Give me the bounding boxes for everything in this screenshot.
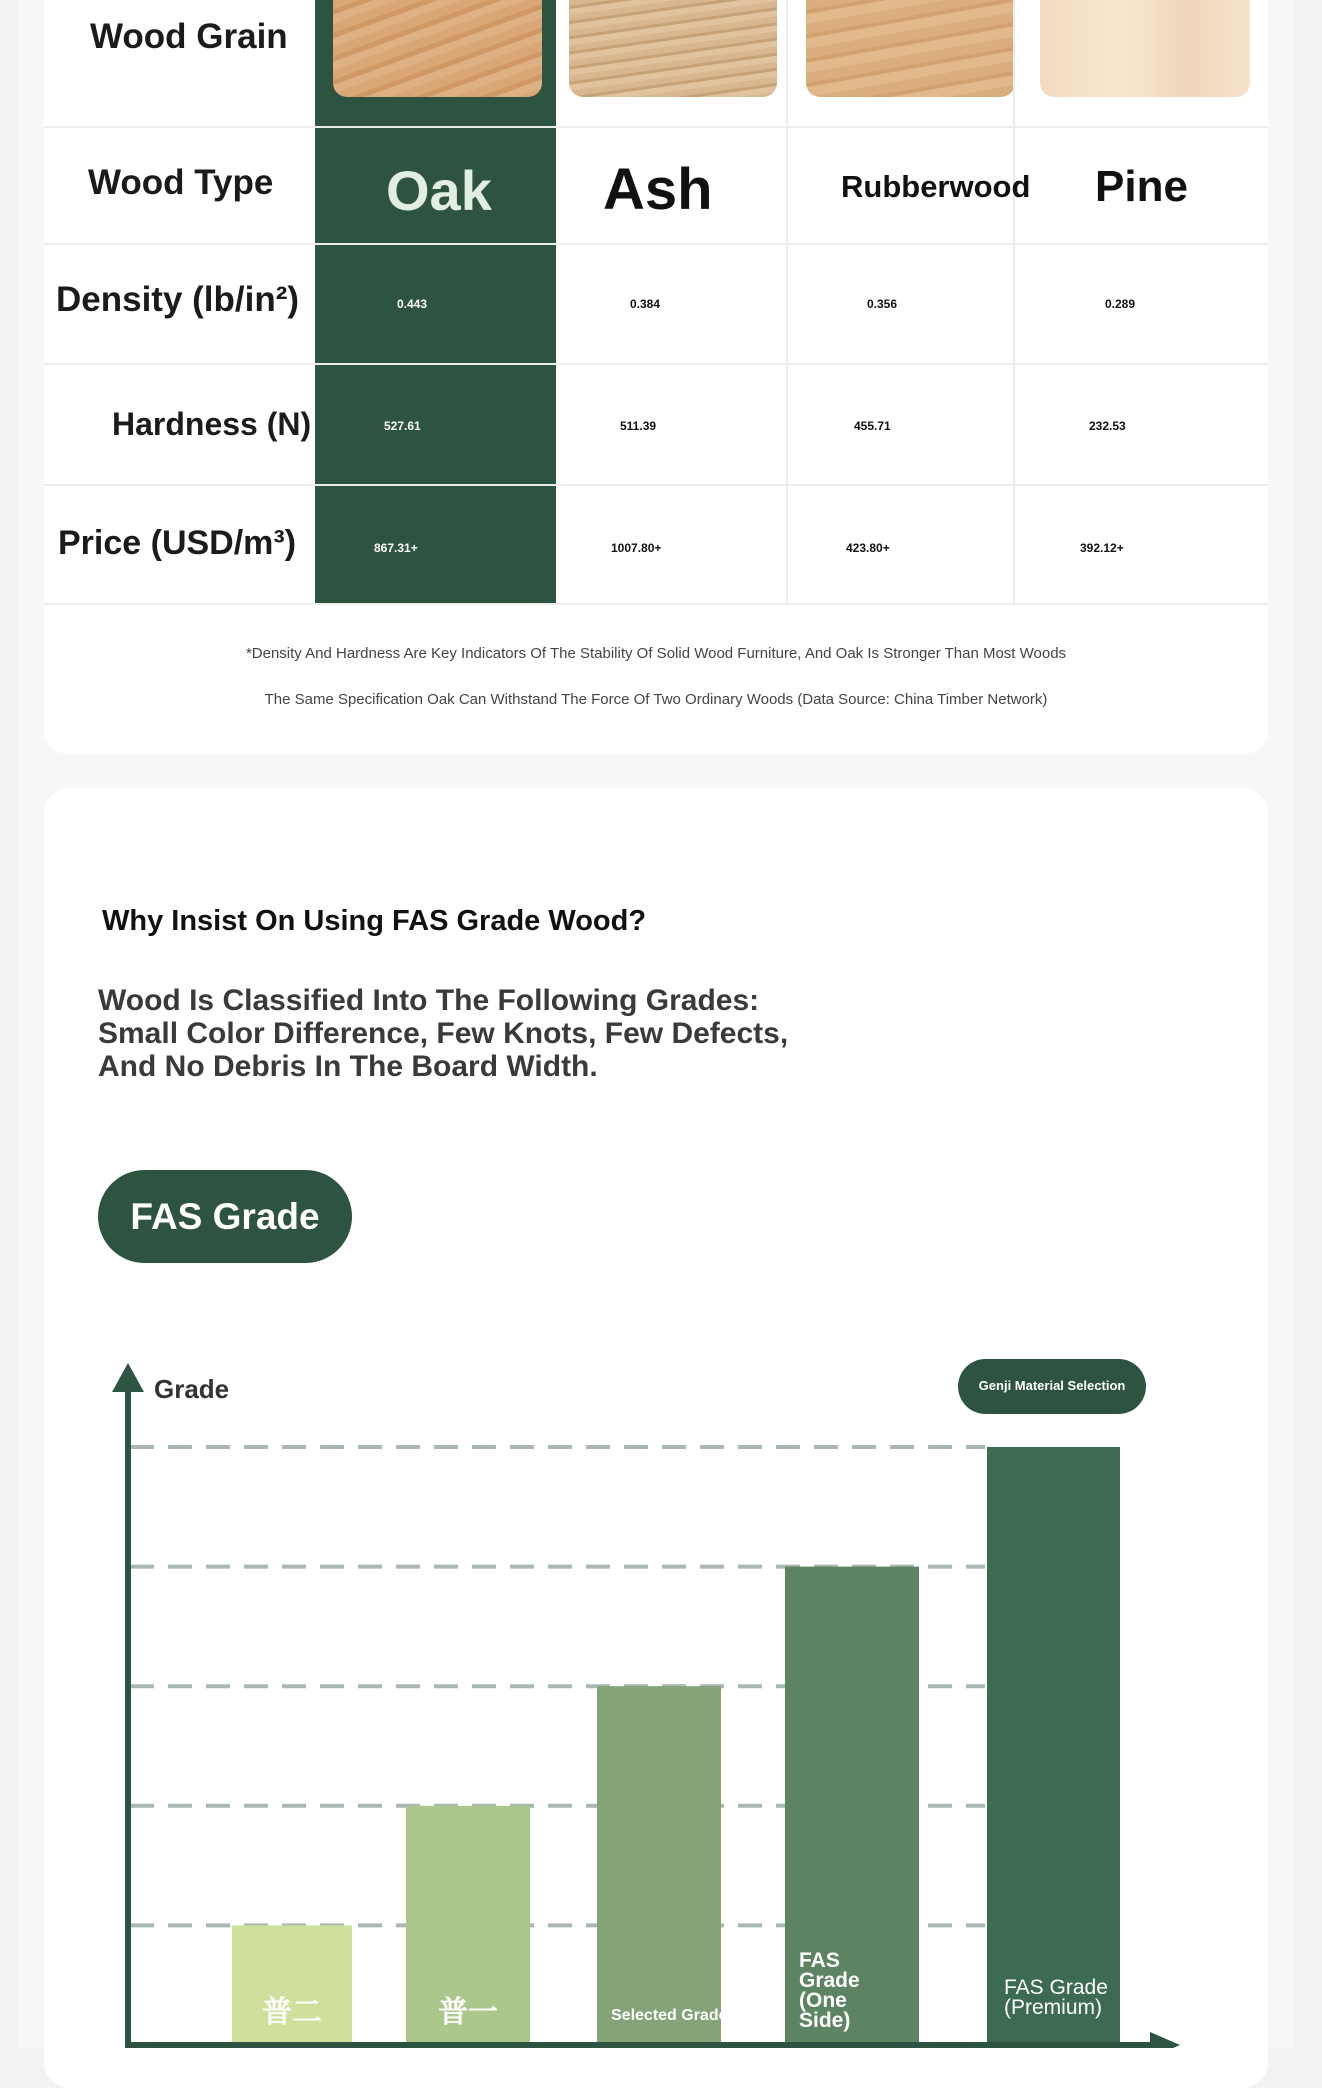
- row-divider: [44, 484, 1268, 486]
- section-title: Why Insist On Using FAS Grade Wood?: [102, 905, 647, 937]
- category-label-line: FAS: [799, 1949, 840, 1972]
- row-label-density: Density (lb/in²): [56, 280, 300, 319]
- category-label-line: Selected Grade: [611, 2007, 728, 2024]
- wood-type-oak: Oak: [386, 159, 492, 222]
- category-label-3: [611, 2007, 728, 2024]
- row-divider: [44, 243, 1268, 245]
- row-label-grain: Wood Grain: [90, 17, 288, 56]
- genji-badge-label: Genji Material Selection: [978, 1378, 1126, 1393]
- wood-type-rubberwood: Rubberwood: [841, 169, 1031, 204]
- oak-price: 867.31+: [374, 541, 418, 555]
- bar-5: [987, 1447, 1120, 2048]
- column-divider: [786, 0, 788, 604]
- bar-1: [232, 1925, 352, 2048]
- ash-grain-image: [569, 0, 777, 97]
- category-label-line: FAS Grade: [1004, 1976, 1108, 1999]
- section-description: Wood Is Classified Into The Following Grades: Small Color Difference, Few Knots, Few Defects, And No Debris In The Board Width.: [98, 984, 789, 1083]
- category-label-line: Grade: [799, 1968, 860, 1992]
- fas-grade-pill: [98, 1170, 352, 1263]
- rubberwood-grain-image: [806, 0, 1015, 97]
- fas-grade-pill-label: FAS Grade: [130, 1196, 320, 1237]
- pine-grain-image: [1040, 0, 1250, 97]
- category-label-2: [438, 1996, 498, 2029]
- y-axis-label: Grade: [154, 1374, 230, 1404]
- rubberwood-price: 423.80+: [846, 541, 890, 555]
- category-label-1: [262, 1996, 322, 2029]
- row-label-price: Price (USD/m³): [58, 524, 297, 562]
- x-axis-arrow: [1150, 2032, 1180, 2048]
- category-label-line: 普二: [262, 1996, 322, 2029]
- rubberwood-hardness: 455.71: [854, 419, 891, 433]
- pine-density: 0.289: [1105, 297, 1136, 311]
- column-divider: [1013, 0, 1015, 604]
- genji-badge: [958, 1359, 1146, 1414]
- oak-density: 0.443: [397, 297, 428, 311]
- row-divider: [44, 363, 1268, 365]
- category-label-line: (Premium): [1004, 1995, 1102, 2019]
- pine-hardness: 232.53: [1089, 419, 1126, 433]
- category-label-line: 普一: [438, 1996, 498, 2029]
- row-label-hardness: Hardness (N): [112, 406, 312, 442]
- row-divider: [44, 603, 1268, 605]
- row-divider: [44, 126, 1268, 128]
- ash-hardness: 511.39: [620, 419, 657, 433]
- comparison-card: [44, 0, 1268, 754]
- row-label-type: Wood Type: [88, 163, 274, 202]
- y-axis-arrow: [112, 1363, 144, 1392]
- oak-hardness: 527.61: [384, 419, 421, 433]
- category-label-5: [1004, 1976, 1108, 2019]
- ash-density: 0.384: [630, 297, 661, 311]
- ash-price: 1007.80+: [611, 541, 662, 555]
- category-label-line: (One: [799, 1988, 847, 2012]
- footnote-1: *Density And Hardness Are Key Indicators Of The Stability Of Solid Wood Furniture, And Oak Is Stronger Than Most Woods: [245, 645, 1067, 662]
- footnote-2: The Same Specification Oak Can Withstand The Force Of Two Ordinary Woods (Data Source: China Timber Network): [264, 691, 1048, 708]
- rubberwood-density: 0.356: [867, 297, 898, 311]
- category-label-line: Side): [799, 2008, 851, 2032]
- pine-price: 392.12+: [1080, 541, 1124, 555]
- wood-type-pine: Pine: [1095, 162, 1188, 211]
- oak-grain-image: [333, 0, 542, 97]
- bar-3: [597, 1686, 721, 2048]
- grade-bar-chart: [0, 1330, 1322, 2048]
- wood-type-ash: Ash: [603, 157, 713, 222]
